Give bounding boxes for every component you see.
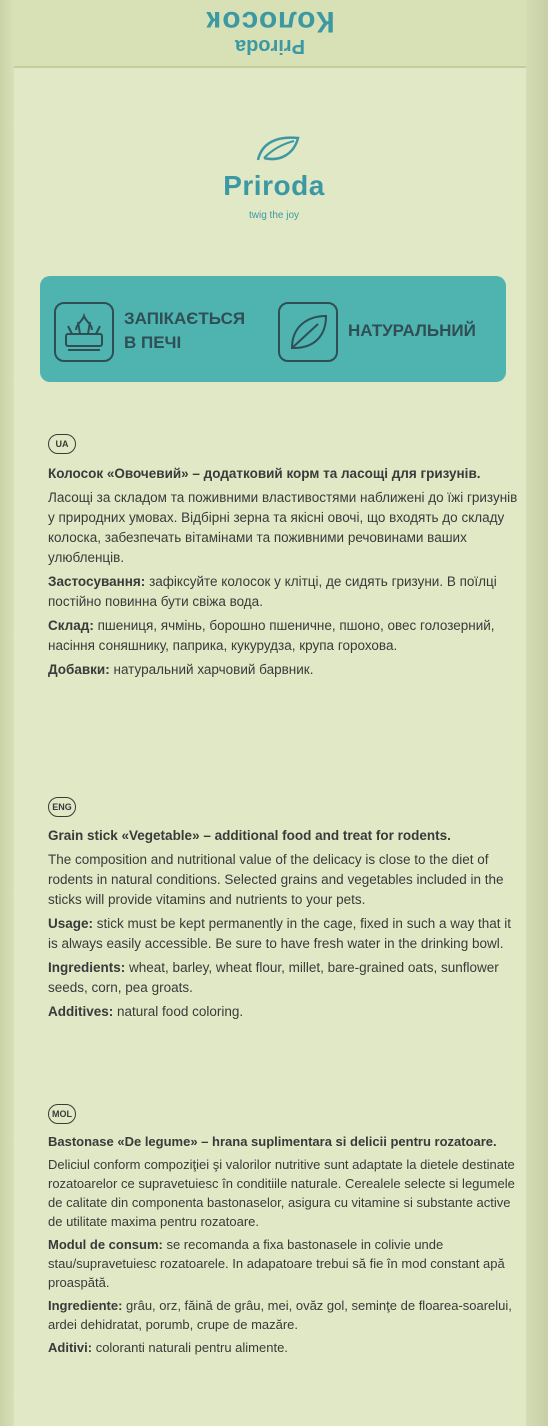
- mol-ingredients: grâu, orz, făină de grâu, mei, ovăz gol, seminţe de floarea-soarelui, ardei dehidratat, porumb, crupe de mazăre.: [48, 1298, 512, 1332]
- oven-icon: [54, 302, 114, 362]
- eng-section: [48, 826, 518, 1026]
- eng-title: Grain stick «Vegetable» – additional food and treat for rodents.: [48, 828, 451, 843]
- ua-ingredients-label: Склад:: [48, 618, 94, 633]
- ua-additives: натуральний харчовий барвник.: [113, 662, 314, 677]
- eng-ingredients: wheat, barley, wheat flour, millet, bare-grained oats, sunflower seeds, corn, pea groats.: [48, 960, 499, 995]
- mol-additives-label: Aditivi:: [48, 1340, 93, 1355]
- lang-badge-eng: ENG: [48, 797, 76, 817]
- mol-ingredients-label: Ingrediente:: [48, 1298, 123, 1313]
- ua-additives-label: Добавки:: [48, 662, 110, 677]
- badge-bake-line1: ЗАПІКАЄТЬСЯ: [124, 309, 246, 328]
- ua-usage-label: Застосування:: [48, 574, 146, 589]
- ua-ingredients: пшениця, ячмінь, борошно пшеничне, пшоно, овес голозерний, насіння соняшнику, паприка, кукурудза, крупа горохова.: [48, 618, 495, 653]
- lang-badge-mol: MOL: [48, 1104, 76, 1124]
- mol-section: [48, 1132, 518, 1361]
- feature-banner: [40, 276, 506, 382]
- mol-usage: se recomanda a fixa bastonasele in colivie unde stau/supravetuiesc rozatoarele. In adapatoare trebui să fie în mod constant apă proaspătă.: [48, 1237, 505, 1290]
- badge-natural-label: НАТУРАЛЬНИЙ: [348, 321, 476, 340]
- eng-additives: natural food coloring.: [117, 1004, 244, 1019]
- badge-bake-label: [124, 307, 245, 355]
- ua-usage: зафіксуйте колосок у клітці, де сидять гризуни. В поїлці постійно повинна бути свіжа вода.: [48, 574, 497, 609]
- top-flap: [14, 0, 526, 68]
- leaf-logo-icon: [256, 134, 300, 164]
- mol-title: Bastonase «De legume» – hrana suplimentara si delicii pentru rozatoare.: [48, 1134, 497, 1149]
- brand-logo-text: Priroda: [223, 170, 325, 201]
- lang-badge-ua: UA: [48, 434, 76, 454]
- brand-tagline: twig the joy: [248, 210, 300, 221]
- leaf-icon: [278, 302, 338, 362]
- eng-ingredients-label: Ingredients:: [48, 960, 126, 975]
- ua-intro: Ласощі за складом та поживними властивостями наближені до їжі гризунів у природних умовах. Відбірні зерна та якісні овочі, що входять до складу колоска, забезпечать вітамінами та поживними речовинами ваших улюбленців.: [48, 490, 518, 565]
- mol-additives: coloranti naturali pentru alimente.: [95, 1340, 288, 1355]
- eng-usage-label: Usage:: [48, 916, 94, 931]
- badge-bake-line2: В ПЕЧІ: [124, 333, 182, 352]
- mol-intro: Deliciul conform compoziţiei şi valorilor nutritive sunt adaptate la dietele destinate rozatoarelor ce supravetuiesc în conditiile naturale. Cerealele selecte si legumele de calitate din componenta bastonaselor, asigura cu vitamine si substante active de utilitate maxima pentru rozatoare.: [48, 1157, 515, 1229]
- ua-title: Колосок «Овочевий» – додатковий корм та ласощі для гризунів.: [48, 466, 481, 481]
- eng-additives-label: Additives:: [48, 1004, 114, 1019]
- eng-intro: The composition and nutritional value of the delicacy is close to the diet of rodents in natural conditions. Selected grains and vegetables included in the sticks will provide vitamins and nutrients to your pets.: [48, 852, 504, 907]
- flap-brand: Priroda: [234, 35, 306, 57]
- flap-title: Колосок: [205, 5, 335, 38]
- mol-usage-label: Modul de consum:: [48, 1237, 163, 1252]
- eng-usage: stick must be kept permanently in the cage, fixed in such a way that it is always easily accessible. Be sure to have fresh water in the drinking bowl.: [48, 916, 511, 951]
- ua-section: [48, 464, 518, 684]
